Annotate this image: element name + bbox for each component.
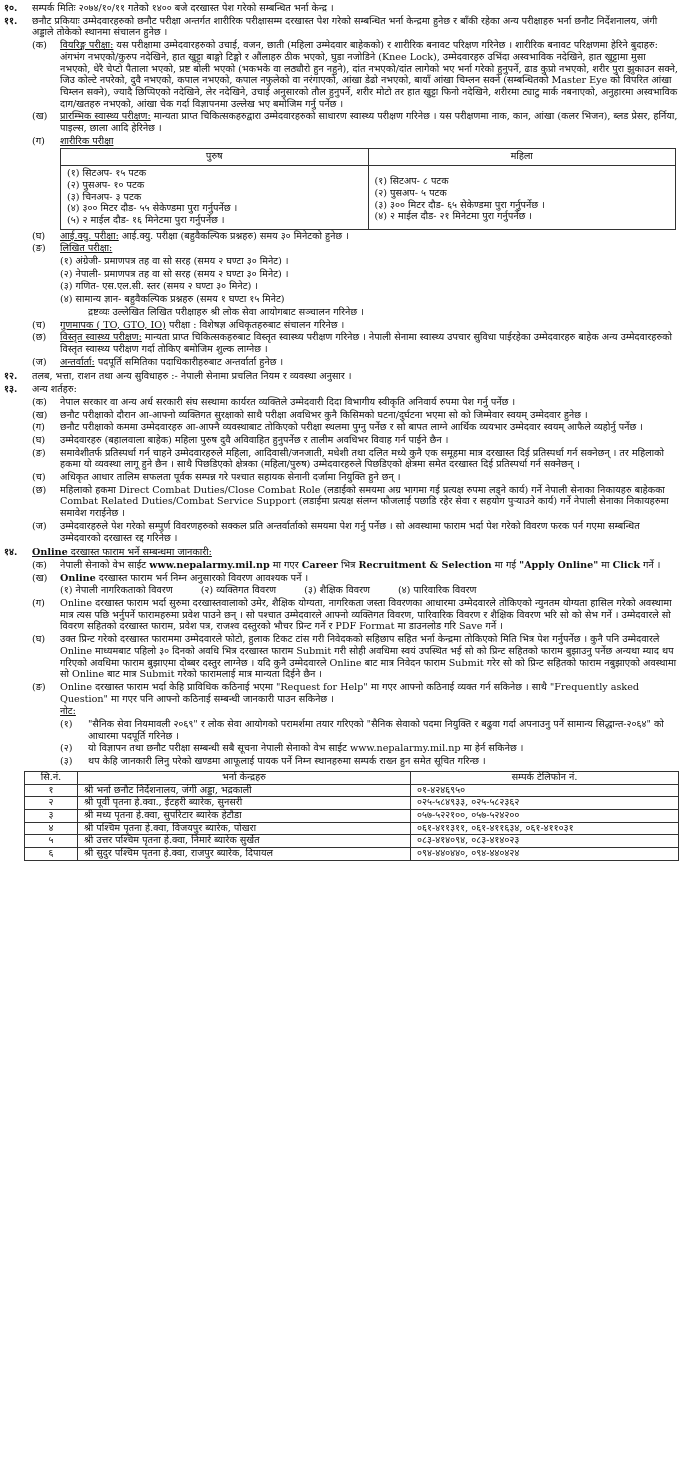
section-title: अन्य शर्तहरु: xyxy=(32,384,77,396)
center-name: श्री सुदुर पश्चिम पृतना हे.क्वा, राजपुर ब्यारेक, दिपायल xyxy=(78,848,411,861)
item-label: (च) xyxy=(32,472,46,484)
male-item: (२) पुसअप- १० पटक xyxy=(67,179,145,191)
section-number: १४. xyxy=(4,547,18,559)
female-item: (४) २ माईल दौड- २१ मिनेटमा पुरा गर्नुपर्नेछ । xyxy=(374,211,533,223)
interview-title: अन्तर्वार्ता: xyxy=(60,356,95,368)
section-number: १३. xyxy=(4,384,18,396)
condition-item xyxy=(32,435,678,447)
row-number: ५ xyxy=(25,835,78,848)
preliminary-health-title: प्रारम्भिक स्वास्थ्य परीक्षण: xyxy=(60,111,151,123)
male-item: (१) सिटअप- १५ पटक xyxy=(67,168,147,180)
item-text: महिलाको हकमा Direct Combat Duties/Close Combat Role (लडाईको समयमा अग्र भागमा गई प्रत्यक्ष रुपमा लड्ने कार्य) गर्ने नेपाली सेनाका निकायहरु बाहेकका Combat Related Duties/Combat Service Support (लडाईमा प्रत्यक्ष संलग्न फौजलाई पछाडि रहेर सेवा र सहयोग पुऱ्याउने कार्य) गर्ने नेपाली सेनाका निकायहरुमा समावेश गराईनेछ । xyxy=(60,484,669,520)
written-test-list xyxy=(60,256,678,319)
item-label: (क) xyxy=(32,559,47,571)
item-label: (ज) xyxy=(32,356,47,368)
condition-item xyxy=(32,397,678,409)
iq-test xyxy=(32,231,678,243)
item-label: (ख) xyxy=(32,111,48,123)
item-text: अधिकृत आधार तालिम सफलता पूर्वक सम्पन्न गरे पश्चात सहायक सेनानी दर्जामा नियुक्ति हुने छन् । xyxy=(60,472,401,484)
female-item: (१) सिटअप- ८ पटक xyxy=(374,176,449,188)
section-10 xyxy=(4,3,678,15)
item-text: Online दरखास्त फाराम भर्दा सुरुमा दरखास्तवालाको उमेर, शैक्षिक योग्यता, नागरिकता जस्ता विवरणका आधारमा उम्मेदवारले तोकिएको न्युनतम योग्यता हासिल गरेको अवस्थामा मात्र त्यस पछि भर्नुपर्ने फारामहरुमा प्रवेश पाउने छन् । सो पश्चात उम्मेदवारले आफ्नो व्यक्तिगत विवरण, पारिवारिक विवरण र शैक्षिक विवरण भरि सो को सेभ गर्ने । उम्मेदवारले सो विवरण सहितको दरखास्त फाराम, प्रवेश पत्र, राजश्व दस्तुरको भौचर प्रिन्ट गर्ने र PDF Format मा डाउनलोड गरि Save गर्ने । xyxy=(60,598,672,633)
condition-item xyxy=(32,521,678,544)
text-fragment: मा xyxy=(598,559,613,571)
detailed-health-text: मान्यता प्राप्त चिकित्सकहरुबाट विस्तृत स्वास्थ्य परीक्षण गरिनेछ । नेपाली सेनामा स्वास्थ्य उपचार सुविधा पाईरहेका उम्मेदवारहरु बाहेक अन्य उम्मेदवारहरुको विस्तृत स्वास्थ्य परीक्षण गर्दा तोकिए बमोजिम शुल्क लाग्नेछ । xyxy=(60,332,672,355)
iq-test-text: आई.क्यु. परीक्षा (बहुवैकल्पिक प्रश्नहरु) समय ३० मिनेटको हुनेछ । xyxy=(118,230,349,242)
text-fragment: नेपाली सेनाको वेभ साईट xyxy=(60,559,150,571)
written-item: (३) गणित- एस.एल.सी. स्तर (समय २ घण्टा ३० मिनेट) । xyxy=(60,281,258,293)
item-label: (च) xyxy=(32,319,46,331)
detail-item: (४) पारिवारिक विवरण xyxy=(397,585,477,597)
item-text: Online दरखास्त फाराम भर्दा केहि प्राविधिक कठिनाई भएमा "Request for Help" मा गएर आफ्नो कठिनाई व्यक्त गर्न सकिनेछ । साथै "Frequently asked Question" मा गएर पनि आफ्नो कठिनाई सम्बन्धी जानकारी पाउन सकिनेछ । xyxy=(60,681,640,705)
item-label: (ङ) xyxy=(32,447,46,459)
section-number: ११. xyxy=(4,15,18,27)
row-number: १ xyxy=(25,784,78,797)
item-label: (ग) xyxy=(32,422,45,434)
personality-test xyxy=(32,320,678,332)
iq-test-title: आई.क्यु. परीक्षा: xyxy=(60,230,119,242)
apply-online-text: "Apply Online" xyxy=(519,559,599,571)
condition-item xyxy=(32,485,678,520)
text-fragment: गर्ने । xyxy=(639,559,661,571)
text-fragment: दरखास्त फाराम भर्न निम्न अनुसारको विवरण आवश्यक पर्ने । xyxy=(95,572,309,584)
online-word: Online xyxy=(60,572,96,584)
center-name: श्री पूर्वी पृतना हे.क्वा., ईटहरी ब्यारेक, सुनसरी xyxy=(78,797,411,810)
detail-item: (२) व्यक्तिगत विवरण xyxy=(200,585,277,597)
bearing-test-text: यस परीक्षामा उम्मेदवारहरुको उचाई, वजन, छाती (महिला उम्मेदवार बाहेकको) र शारीरिक बनावट परिक्षण गरिनेछ । शारीरिक बनावट परिक्षणमा हेरिने बुदाहरु: अंगभंग नभएको/कुरुप नदेखिने, हात खुट्टा बाङ्गो टिङ्गो र औंलाहरु ठीक भएको, घुडा नजोडिने (Knee Lock), उम्मेदवारहरु उभिंदा अस्वभाविक नदेखिने, हात खुट्टामा मुसा नभएको, धेरै चेप्टो पैताला भएको, प्रष्ट बोली भएको (भकभके वा लठ्यौरो हुन नहुने), दांत नभएको/दांत लागेको भए भर्ना गरेको हुनुपर्ने, ढाड कुप्रो नभएको, शरीर पुरा झुकाउन सक्ने, जिउ कोल्टे नपरेको, दुवै नभएको, कपाल नभएको, कपाल नफुलेको वा नरंगाएको, आंखा डेढो नभएको, बायाँ आंखा चिम्लन सक्ने (सम्बन्धितको Master Eye को विपरित आंखा चिम्लन सक्ने), ज्यादै छिप्पिएको नदेखिने, लेर नदेखिने, उचाई अनुसारको तौल हुनुपर्ने, शरीर मोटो तर हात खुट्टा फिनो नदेखिने, शरीरमा ट्याटु मार्क नबनाएको, अनुहारमा अस्वभाविक दाग/खतहरु नभएको, आंखा चेक गर्दा विज्ञापनमा उल्लेख भए बमोजिम गर्नु पर्नेछ । xyxy=(60,40,678,110)
table-row xyxy=(25,797,679,810)
condition-item xyxy=(32,448,678,471)
interview-text: पदपूर्ति समितिका पदाधिकारीहरुबाट अन्तर्वार्ता हुनेछ । xyxy=(94,356,284,368)
female-item: (२) पुसअप- ५ पटक xyxy=(374,187,447,199)
selection-process-intro: छनौट प्रकियाः उम्मेदवारहरुको छनौट परीक्षा अन्तर्गत शारीरिक परीक्षासम्म दरखास्त पेश गरेको सम्बन्धित भर्ना केन्द्रमा हुनेछ र बाँकी रहेका अन्य परीक्षाहरु भर्ना छनौट निर्देशनालय, जंगी अड्डाले तोकेको स्थानमा संचालन हुनेछ । xyxy=(32,15,658,39)
phone-number: ०६१-४११३११, ०६१-४११६३४, ०६१-४११०३१ xyxy=(411,822,679,835)
physical-test-title: शारीरिक परीक्षा xyxy=(60,135,114,147)
personality-test-text: परीक्षा : विशेषज्ञ अधिकृतहरुबाट संचालन गरिनेछ । xyxy=(165,319,345,331)
click-text: Click xyxy=(612,559,640,571)
text-fragment: मा गई xyxy=(491,559,520,571)
female-header: महिला xyxy=(368,149,676,166)
item-label: (ग) xyxy=(32,598,45,610)
written-test xyxy=(32,243,678,255)
detail-item: (३) शैक्षिक विवरण xyxy=(304,585,370,597)
item-label: (ग) xyxy=(32,135,45,147)
item-text: थप केहि जानकारी लिनु परेको खण्डमा आफूलाई पायक पर्ने निम्न स्थानहरुमा सम्पर्क राख्न हुन समेत सूचित गरिन्छ । xyxy=(88,756,486,768)
written-test-title: लिखित परीक्षा: xyxy=(60,243,113,255)
male-requirements xyxy=(61,166,369,230)
website-link[interactable]: www.nepalarmy.mil.np xyxy=(149,559,270,571)
male-item: (५) २ माईल दौड- १६ मिनेटमा पुरा गर्नुपर्नेछ । xyxy=(67,214,225,226)
item-label: (ज) xyxy=(32,520,47,532)
details-list xyxy=(60,585,678,597)
note-item xyxy=(60,719,678,742)
section-title: दरखास्त फाराम भर्ने सम्बन्धमा जानकारी: xyxy=(67,547,212,559)
item-text: छनौट परीक्षाको दौरान आ-आफ्नो व्यक्तिगत सुरक्षाको साथै परीक्षा अवधिभर कुनै किसिमको घटना/दुर्घटना भएमा सो को जिम्मेवार स्वयम् उम्मेदवार हुनेछ । xyxy=(60,409,588,421)
condition-item xyxy=(32,422,678,434)
note-item xyxy=(60,756,678,768)
item-label: (क) xyxy=(32,396,47,408)
row-number: ३ xyxy=(25,810,78,823)
physical-test-table xyxy=(60,148,676,229)
item-text: नेपाल सरकार वा अन्य अर्ध सरकारी संघ सस्थामा कार्यरत व्यक्तिले उम्मेदवारी दिदा विभागीय स्वीकृति अनिवार्य रुपमा पेश गर्नु पर्नेछ । xyxy=(60,396,516,408)
detailed-health-test xyxy=(32,332,678,355)
row-number: २ xyxy=(25,797,78,810)
item-text: छनौट परीक्षाको कममा उम्मेदवारहरु आ-आफ्नै व्यवस्थाबाट तोकिएको परीक्षा स्थलमा पुग्नु पर्नेछ र सो बापत लाग्ने आर्थिक व्ययभार उम्मेदवार स्वयम् आफैले व्यहोर्नु पर्नेछ । xyxy=(60,422,643,434)
online-step-website xyxy=(32,560,678,572)
item-label: (घ) xyxy=(32,634,46,646)
section-12 xyxy=(4,371,678,383)
table-row xyxy=(25,810,679,823)
item-text: समावेशीतर्फ प्रतिस्पर्धा गर्न चाहने उम्मेदवारहरुले महिला, आदिवासी/जनजाती, मधेशी तथा दलित मध्ये कुनै एक समूहमा मात्र दरखास्त दिई प्रतिस्पर्धा गर्न सक्नेछन् । तर महिलाको हकमा यो व्यवस्था लागू हुने छैन । साथै पिछडिएको क्षेत्रका (महिला/पुरुष) उम्मेदवारहरुले पिछडिएको क्षेत्रमा समेत दरखास्त दिई प्रतिस्पर्धा गर्न सक्नेछन् । xyxy=(60,447,665,471)
phone-number: ०५७-५२२१००, ०५७-५२४२०० xyxy=(411,810,679,823)
physical-test xyxy=(32,136,678,148)
item-text: यो विज्ञापन तथा छनौट परीक्षा सम्बन्धी सबै सूचना नेपाली सेनाको वेभ साईट www.nepalarmy.mil.np मा हेर्न सकिनेछ । xyxy=(88,743,524,755)
written-item: (१) अंग्रेजी- प्रमाणपत्र तह वा सो सरह (समय २ घण्टा ३० मिनेट) । xyxy=(60,256,289,268)
item-label: (१) xyxy=(60,719,73,731)
item-label: (घ) xyxy=(32,434,46,446)
item-label: (क) xyxy=(32,40,47,52)
condition-item xyxy=(32,410,678,422)
contact-table xyxy=(24,771,679,861)
item-label: (ङ) xyxy=(32,681,46,693)
male-header: पुरुष xyxy=(61,149,369,166)
bearing-test-title: वियरिङ्ग परीक्षा: xyxy=(60,40,114,52)
section-14 xyxy=(4,547,678,559)
section-number: १२. xyxy=(4,371,18,383)
preliminary-health-test xyxy=(32,111,678,134)
item-label: (छ) xyxy=(32,484,47,496)
preliminary-health-text: मान्यता प्राप्त चिकित्सकहरुद्वारा उम्मेदवारहरुको साधारण स्वास्थ्य परीक्षण गरिनेछ । यस परीक्षणमा नाक, कान, आंखा (कलर भिजन), ब्लड प्रेसर, हर्निया, पाइल्स, छाला आदि हेरिनेछ । xyxy=(60,111,678,135)
col-header: सि.नं. xyxy=(25,771,78,784)
male-item: (३) चिनअप- ३ पटक xyxy=(67,191,142,203)
item-label: (ख) xyxy=(32,409,48,421)
item-label: (छ) xyxy=(32,332,47,344)
section-number: १०. xyxy=(4,3,18,14)
online-form-process xyxy=(32,598,678,633)
center-name: श्री उत्तर पश्चिम पृतना हे.क्वा, निमार्र ब्यारेक सुर्खेत xyxy=(78,835,411,848)
section-11 xyxy=(4,16,678,39)
table-row xyxy=(25,784,679,797)
written-item: (२) नेपाली- प्रमाणपत्र तह वा सो सरह (समय २ घण्टा ३० मिनेट) । xyxy=(60,268,289,280)
item-text: "सैनिक सेवा नियमावली २०६९" र लोक सेवा आयोगको परामर्शमा तयार गरिएको "सैनिक सेवाको पदमा नियुक्ति र बढुवा गर्दा अपनाउनु पर्ने सामान्य सिद्धान्त-२०६४" को आधारमा पदपूर्ति गरिनेछ । xyxy=(88,719,664,742)
row-number: ४ xyxy=(25,822,78,835)
female-requirements xyxy=(368,166,676,230)
online-help xyxy=(32,682,678,705)
row-number: ६ xyxy=(25,848,78,861)
text-fragment: भित्र xyxy=(337,559,359,571)
condition-item xyxy=(32,472,678,484)
center-name: श्री पश्चिम पृतना हे.क्वा, विजयपुर ब्यारेक, पोखरा xyxy=(78,822,411,835)
written-note: द्रष्टव्यः उल्लेखित लिखित परीक्षाहरु श्री लोक सेवा आयोगबाट सञ्चालन गरिनेछ । xyxy=(88,306,364,318)
detail-item: (१) नेपाली नागरिकताको विवरण xyxy=(60,585,173,597)
item-label: (ख) xyxy=(32,572,48,584)
section-13 xyxy=(4,384,678,396)
section-text: सम्पर्क मितिः २०७४/१०/११ गतेको १४०० बजे दरखास्त पेश गरेको सम्बन्धित भर्ना केन्द्र । xyxy=(32,3,334,14)
col-header: भर्ना केन्द्रहरु xyxy=(78,771,411,784)
written-item: (४) सामान्य ज्ञान- बहुवैकल्पिक प्रश्नहरु (समय १ घण्टा १५ मिनेट) xyxy=(60,294,285,306)
center-name: श्री मध्य पृतना हे.क्वा, सुपरिटार ब्यारेक हेटौडा xyxy=(78,810,411,823)
item-label: (३) xyxy=(60,756,73,768)
table-row xyxy=(25,835,679,848)
recruitment-text: Recruitment & Selection xyxy=(358,559,492,571)
section-text: तलब, भत्ता, राशन तथा अन्य सुविधाहरु :- नेपाली सेनामा प्रचलित नियम र व्यवस्था अनुसार । xyxy=(32,371,352,383)
item-label: (२) xyxy=(60,743,73,755)
item-text: उम्मेदवारहरु (बहालवाला बाहेक) महिला पुरुष दुवै अविवाहित हुनुपर्नेछ र तालीम अवधिभर विवाह गर्न पाईने छैन । xyxy=(60,434,449,446)
note-item xyxy=(60,743,678,755)
phone-number: ०२५-५८४९३३, ०२५-५८२३६२ xyxy=(411,797,679,810)
interview xyxy=(32,357,678,369)
online-required-details xyxy=(32,573,678,585)
item-label: (घ) xyxy=(32,230,46,242)
text-fragment: मा गएर xyxy=(269,559,302,571)
career-text: Career xyxy=(301,559,338,571)
table-row xyxy=(25,848,679,861)
center-name: श्री भर्ना छनौट निर्देशनालय, जंगी अड्डा, भद्रकाली xyxy=(78,784,411,797)
female-item: (३) ३०० मिटर दौड- ६५ सेकेण्डमा पुरा गर्नुपर्नेछ । xyxy=(374,199,545,211)
item-text: उम्मेदवारहरुले पेश गरेको सम्पुर्ण विवरणहरुको सक्कल प्रति अन्तर्वार्ताको समयमा पेश गर्नु पर्नेछ । सो अवस्थामा फाराम भर्दा पेश गरेको विवरण फरक पर्न गएमा सम्बन्धित उम्मेदवारको दरखास्त रद्द गरिनेछ । xyxy=(60,520,640,544)
phone-number: ०८३-४१४०९४, ०८३-४१४०२३ xyxy=(411,835,679,848)
bearing-test xyxy=(32,40,678,110)
item-text: उक्त प्रिन्ट गरेको दरखास्त फाराममा उम्मेदवारले फोटो, हुलाक टिकट टांस गरी निवेदकको सहिछाप सहित भर्ना केन्द्रमा तोकिएको मिति भित्र पेश गर्नुपर्नेछ । कुनै पनि उम्मेदवारले Online माध्यमबाट पहिलो ३० दिनको अवधि भित्र दरखास्त फाराम Submit गरी सोही अवधिमा स्वयं उपस्थित भई सो को प्रिन्ट सहितको फाराम बुझाउनु पर्नेछ अन्यथा म्याद थप गरिएको अवधिमा फाराम बुझाएमा दोब्बर दस्तुर लाग्नेछ । यदि कुनै उम्मेदवारले Online बाट मात्र निवेदन फाराम Submit गरेर सो को प्रिन्ट सहितको फाराम नबुझाएको अवस्थामा सो Online बाट मात्र Submit गरेको फारामलाई मात्र मान्यता दिईने छैन । xyxy=(60,634,677,681)
online-word: Online xyxy=(32,547,68,559)
detailed-health-title: विस्तृत स्वास्थ्य परीक्षण: xyxy=(60,332,142,344)
note-title: नोट: xyxy=(60,706,76,718)
table-row xyxy=(25,822,679,835)
phone-number: ०९४-४४०४४०, ०९४-४४०४२४ xyxy=(411,848,679,861)
item-label: (ङ) xyxy=(32,243,46,255)
phone-number: ०१-४२४६९५० xyxy=(411,784,679,797)
col-header: सम्पर्क टेलिफोन नं. xyxy=(411,771,679,784)
online-form-submission xyxy=(32,634,678,681)
personality-test-title: गुणमापक ( TO, GTO, IO) xyxy=(60,319,166,331)
male-item: (४) ३०० मिटर दौड- ५५ सेकेण्डमा पुरा गर्नुपर्नेछ । xyxy=(67,203,238,215)
